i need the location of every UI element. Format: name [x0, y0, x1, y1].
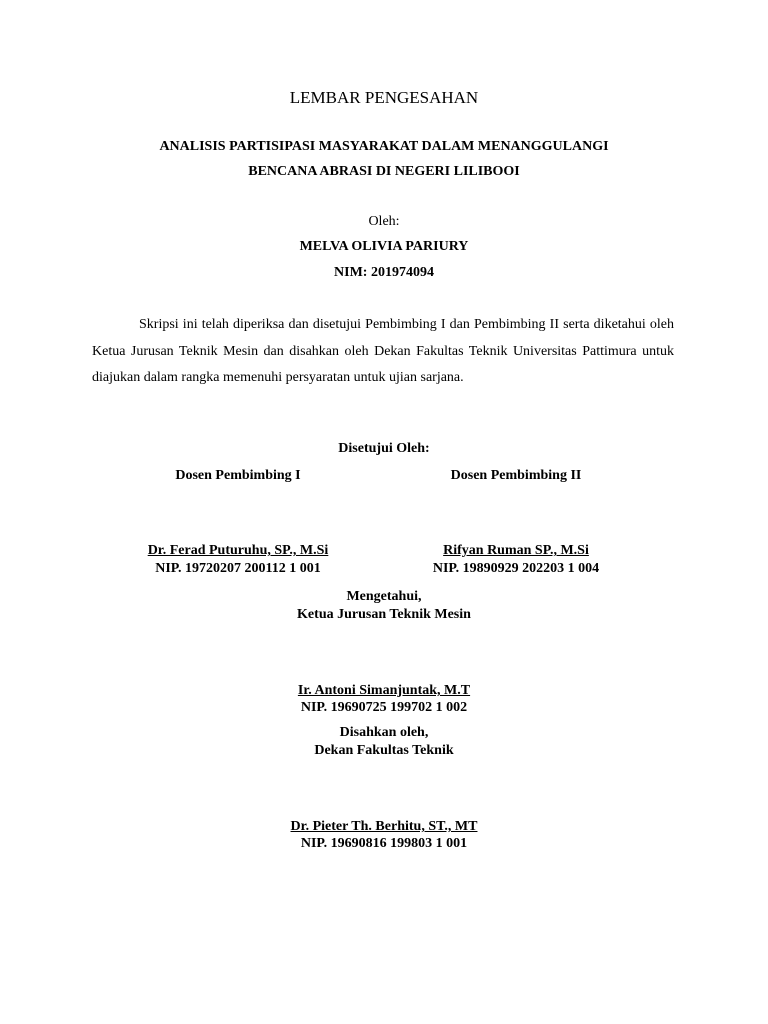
supervisor-2-nip: NIP. 19890929 202203 1 004 — [432, 561, 600, 576]
approval-statement: Skripsi ini telah diperiksa dan disetujui Pembimbing I dan Pembimbing II serta diketahui oleh Ketua Jurusan Teknik Mesin dan disahkan oleh Dekan Fakultas Teknik Universitas Pattimura untuk diajukan dalam rangka memenuhi persyaratan untuk ujian sarjana. — [92, 317, 674, 385]
ratified-label: Disahkan oleh, — [339, 725, 429, 740]
acknowledged-label: Mengetahui, — [346, 589, 422, 604]
supervisor-1-nip: NIP. 19720207 200112 1 001 — [155, 561, 321, 576]
supervisor-1-role: Dosen Pembimbing I — [175, 468, 301, 483]
acknowledged-name: Ir. Antoni Simanjuntak, M.T — [297, 683, 471, 698]
ratified-nip: NIP. 19690816 199803 1 001 — [300, 836, 468, 851]
supervisor-2-name: Rifyan Ruman SP., M.Si — [443, 543, 589, 558]
acknowledged-role: Ketua Jurusan Teknik Mesin — [297, 607, 471, 622]
author-nim: NIM: 201974094 — [334, 265, 434, 280]
supervisor-2-role: Dosen Pembimbing II — [450, 468, 582, 483]
acknowledged-nip: NIP. 19690725 199702 1 002 — [300, 700, 468, 715]
by-label: Oleh: — [368, 214, 400, 229]
approval-heading: Disetujui Oleh: — [338, 441, 430, 456]
ratified-name: Dr. Pieter Th. Berhitu, ST., MT — [290, 819, 478, 834]
thesis-title-line-2: BENCANA ABRASI DI NEGERI LILIBOOI — [248, 164, 520, 179]
page-title: LEMBAR PENGESAHAN — [289, 88, 479, 107]
thesis-title-line-1: ANALISIS PARTISIPASI MASYARAKAT DALAM MENANGGULANGI — [159, 139, 609, 154]
ratified-role: Dekan Fakultas Teknik — [314, 743, 454, 758]
author-name: MELVA OLIVIA PARIURY — [299, 239, 469, 254]
supervisor-1-name: Dr. Ferad Puturuhu, SP., M.Si — [147, 543, 329, 558]
